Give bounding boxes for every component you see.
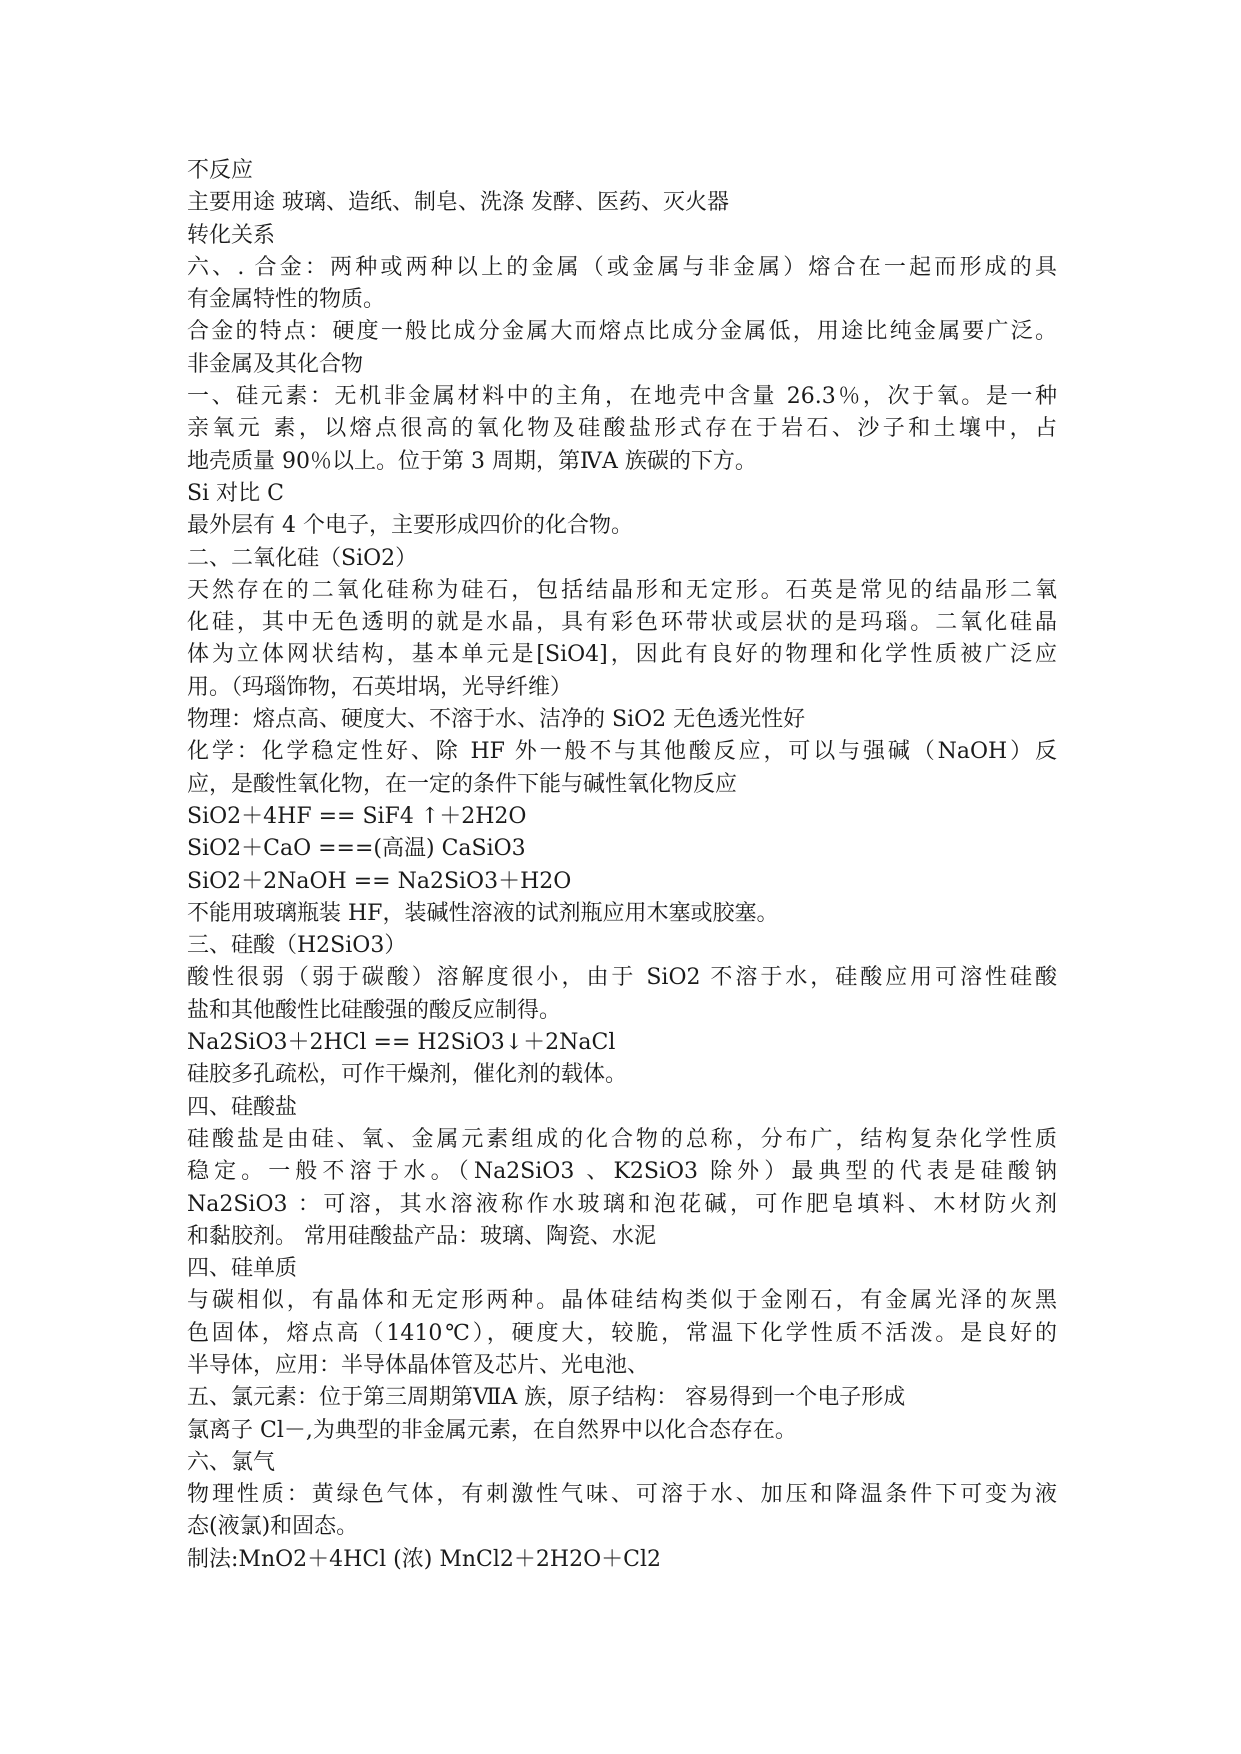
text-line: SiO2＋4HF == SiF4 ↑＋2H2O [187,803,527,829]
text-line: 用。（玛瑙饰物，石英坩埚，光导纤维） [187,674,573,700]
text-line: 盐和其他酸性比硅酸强的酸反应制得。 [187,997,562,1023]
document-body [187,155,1057,1576]
text-line: SiO2＋CaO ===(高温) CaSiO3 [187,836,526,862]
text-line: 最外层有 4 个电子，主要形成四价的化合物。 [187,513,633,539]
text-line: 不能用玻璃瓶装 HF，装碱性溶液的试剂瓶应用木塞或胶塞。 [187,900,779,926]
text-line: SiO2＋2NaOH == Na2SiO3＋H2O [187,868,572,894]
text-line: 应，是酸性氧化物，在一定的条件下能与碱性氧化物反应 [187,771,738,797]
text-line: 合金的特点：硬度一般比成分金属大而熔点比成分金属低，用途比纯金属要广泛。 [187,319,1057,345]
text-line: 亲氧元 素，以熔点很高的氧化物及硅酸盐形式存在于岩石、沙子和土壤中，占 [187,416,1057,442]
text-line: 物理性质：黄绿色气体，有刺激性气味、可溶于水、加压和降温条件下可变为液 [187,1482,1057,1508]
text-line: 硅胶多孔疏松，可作干燥剂，催化剂的载体。 [187,1062,628,1088]
text-line: 酸性很弱（弱于碳酸）溶解度很小，由于 SiO2 不溶于水，硅酸应用可溶性硅酸 [187,965,1057,991]
text-line: 物理：熔点高、硬度大、不溶于水、洁净的 SiO2 无色透光性好 [187,707,806,733]
text-line: 不反应 [187,158,254,183]
text-line: 五、氯元素：位于第三周期第ⅦA 族，原子结构： 容易得到一个电子形成 [187,1385,906,1411]
text-line: 一、硅元素：无机非金属材料中的主角，在地壳中含量 26.3％，次于氧。是一种 [187,384,1057,410]
text-line: 氯离子 Cl－,为典型的非金属元素，在自然界中以化合态存在。 [187,1417,797,1443]
text-line: 天然存在的二氧化硅称为硅石，包括结晶形和无定形。石英是常见的结晶形二氧 [187,577,1057,603]
text-line: 四、硅酸盐 [187,1094,298,1120]
text-line: 转化关系 [187,222,276,248]
text-line: 二、二氧化硅（SiO2） [187,545,418,571]
text-line: 硅酸盐是由硅、氧、金属元素组成的化合物的总称，分布广，结构复杂化学性质 [187,1126,1057,1152]
text-line: 六、. 合金：两种或两种以上的金属（或金属与非金属）熔合在一起而形成的具 [187,254,1057,280]
text-line: 主要用途 玻璃、造纸、制皂、洗涤 发酵、医药、灭火器 [187,190,729,216]
text-line: Na2SiO3 ：可溶，其水溶液称作水玻璃和泡花碱，可作肥皂填料、木材防火剂 [187,1191,1057,1217]
text-line: 地壳质量 90％以上。位于第 3 周期，第ⅣA 族碳的下方。 [187,448,757,474]
text-line: 化学：化学稳定性好、除 HF 外一般不与其他酸反应，可以与强碱（NaOH）反 [187,739,1057,765]
text-line: 稳定。一般不溶于水。（Na2SiO3 、K2SiO3 除外）最典型的代表是硅酸钠 [187,1159,1057,1185]
text-line: Na2SiO3＋2HCl == H2SiO3↓＋2NaCl [187,1030,616,1056]
text-line: 态(液氯)和固态。 [187,1514,359,1540]
text-line: 三、硅酸（H2SiO3） [187,933,407,959]
text-line: 非金属及其化合物 [187,351,364,377]
text-line: Si 对比 C [187,480,284,506]
text-line: 化硅，其中无色透明的就是水晶，具有彩色环带状或层状的是玛瑙。二氧化硅晶 [187,610,1057,636]
text-line: 有金属特性的物质。 [187,287,386,313]
text-line: 体为立体网状结构，基本单元是[SiO4]，因此有良好的物理和化学性质被广泛应 [187,642,1057,668]
text-line: 与碳相似，有晶体和无定形两种。晶体硅结构类似于金刚石，有金属光泽的灰黑 [187,1288,1057,1314]
text-line: 四、硅单质 [187,1256,298,1282]
text-line: 色固体，熔点高（1410℃），硬度大，较脆，常温下化学性质不活泼。是良好的 [187,1320,1057,1346]
text-line: 和黏胶剂。 常用硅酸盐产品：玻璃、陶瓷、水泥 [187,1223,656,1249]
text-line: 制法:MnO2＋4HCl (浓) MnCl2＋2H2O＋Cl2 [187,1546,661,1572]
text-line: 六、氯气 [187,1449,276,1475]
text-line: 半导体，应用：半导体晶体管及芯片、光电池、 [187,1352,650,1378]
